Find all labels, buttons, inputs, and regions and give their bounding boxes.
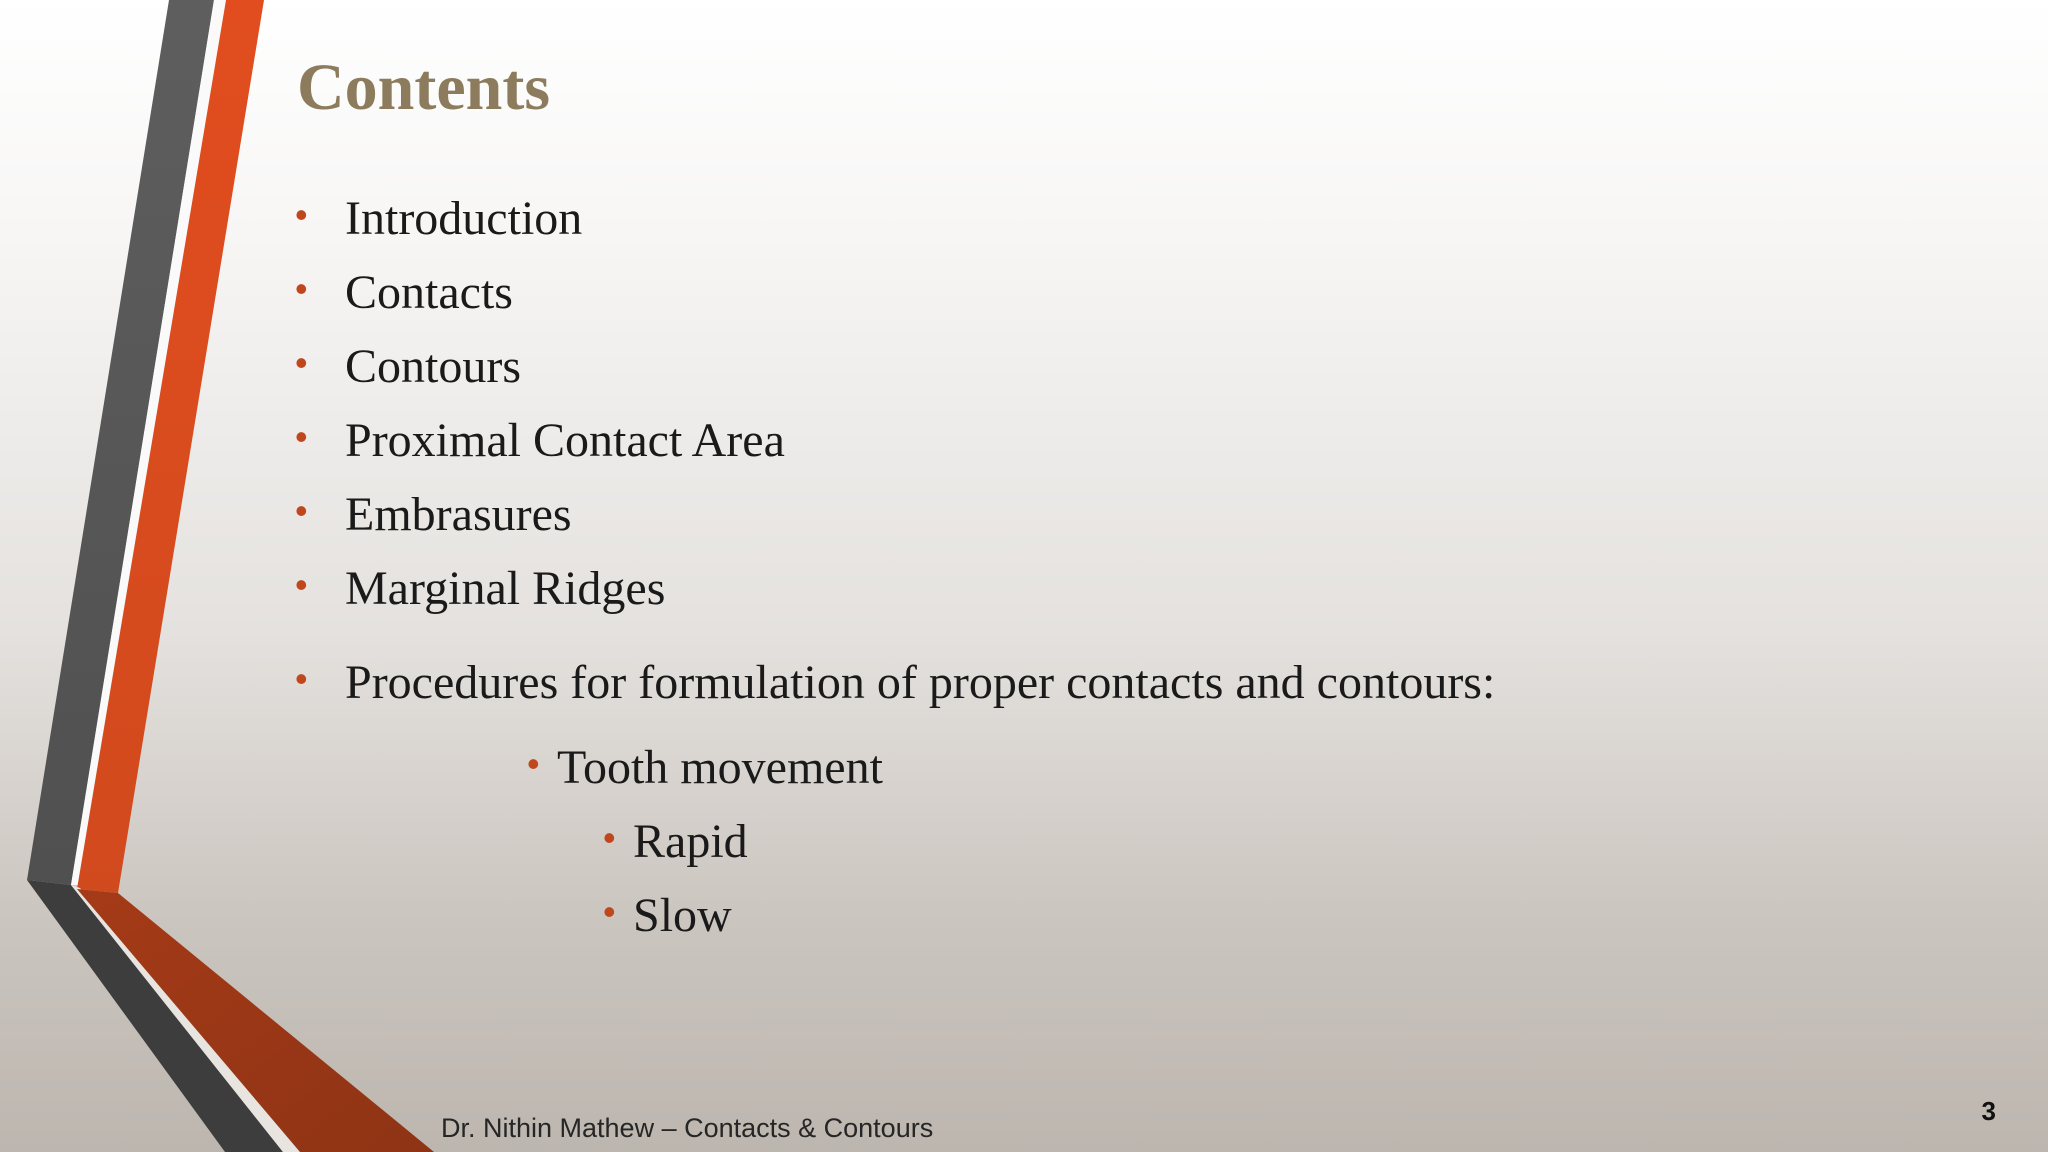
page-number: 3 [1981, 1096, 1996, 1126]
list-item-text: Rapid [633, 815, 748, 868]
list-item-text: Embrasures [345, 488, 572, 541]
bullet-icon: • [603, 891, 616, 932]
bullet-icon: • [603, 817, 616, 858]
list-item [295, 414, 785, 467]
list-item-text: Contacts [345, 266, 513, 319]
bullet-icon: • [295, 564, 308, 605]
bullet-icon: • [295, 342, 308, 383]
list-item [295, 562, 666, 615]
bullet-icon: • [295, 658, 308, 699]
bullet-icon: • [527, 743, 540, 784]
slide-title: Contents [297, 51, 551, 124]
bullet-icon: • [295, 416, 308, 457]
list-item-text: Marginal Ridges [345, 562, 666, 615]
bullet-icon: • [295, 194, 308, 235]
list-item-text: Proximal Contact Area [345, 414, 785, 467]
list-item-text: Slow [633, 889, 732, 942]
list-item-text: Introduction [345, 192, 583, 245]
list-item-text: Contours [345, 340, 522, 393]
slide-footer: Dr. Nithin Mathew – Contacts & Contours [441, 1113, 934, 1143]
list-item-text: Tooth movement [557, 741, 883, 794]
bullet-icon: • [295, 268, 308, 309]
list-item [295, 266, 513, 319]
bullet-icon: • [295, 490, 308, 531]
list-item [295, 488, 572, 541]
list-item [295, 192, 583, 245]
list-item [295, 340, 522, 393]
list-item [295, 656, 1496, 709]
list-item [527, 741, 883, 794]
list-item [603, 889, 732, 942]
list-item [603, 815, 748, 868]
list-item-text: Procedures for formulation of proper contacts and contours: [345, 656, 1496, 709]
